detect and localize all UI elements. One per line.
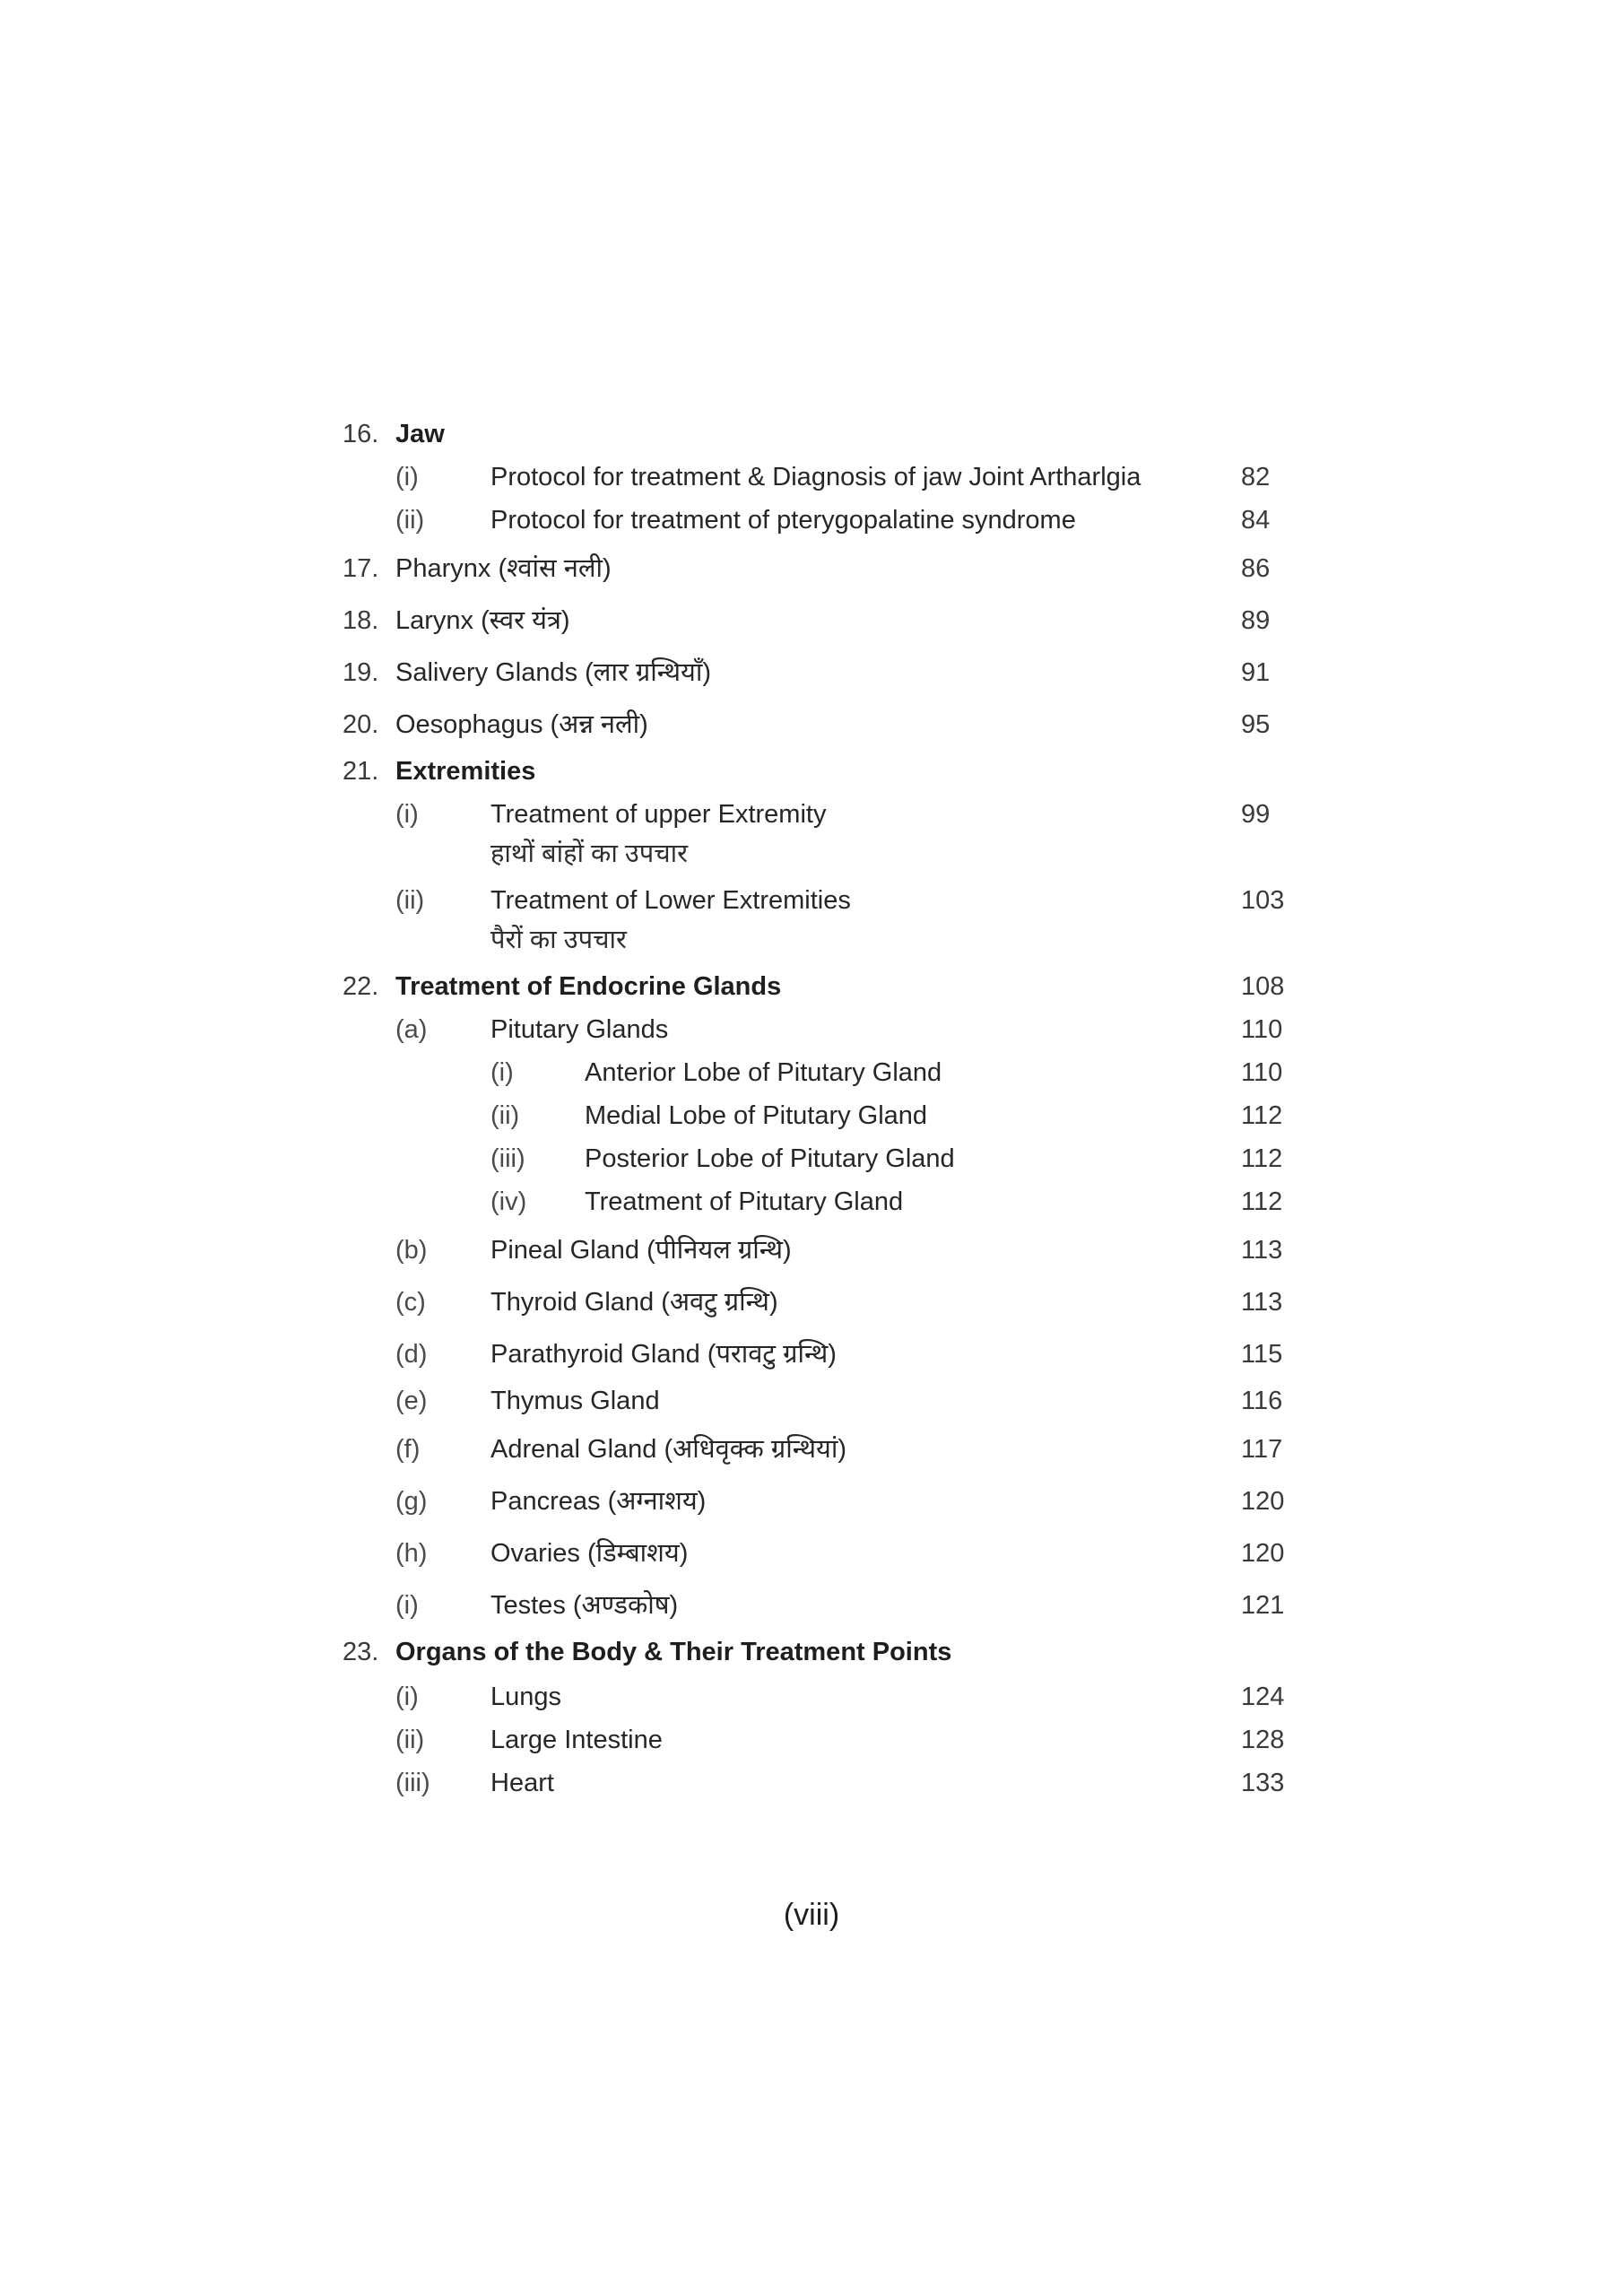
- entry-title: Medial Lobe of Pitutary Gland: [585, 1101, 928, 1130]
- entry-number: (f): [395, 1435, 421, 1464]
- entry-number: 22.: [343, 972, 379, 1001]
- entry-title: Testes (अण्डकोष): [490, 1591, 679, 1620]
- entry-number: 17.: [343, 554, 379, 583]
- entry-title: Oesophagus (अन्न नली): [395, 710, 648, 739]
- toc-entry: [0, 1530, 1623, 1577]
- entry-title: Parathyroid Gland (परावटु ग्रन्थि): [490, 1340, 837, 1369]
- toc-entry: [0, 1092, 1623, 1139]
- toc-entry: [0, 1178, 1623, 1225]
- toc-entry-16: [0, 411, 1623, 457]
- entry-page: 113: [1241, 1288, 1283, 1317]
- entry-number: (ii): [490, 1101, 520, 1130]
- entry-page: 133: [1241, 1769, 1285, 1797]
- entry-number: (iv): [490, 1187, 527, 1216]
- entry-title: Posterior Lobe of Pitutary Gland: [585, 1144, 955, 1173]
- entry-title: Anterior Lobe of Pitutary Gland: [585, 1058, 942, 1087]
- entry-title: Ovaries (डिम्बाशय): [490, 1539, 689, 1568]
- entry-title: Pancreas (अग्नाशय): [490, 1487, 707, 1516]
- entry-title: Treatment of Pitutary Gland: [585, 1187, 904, 1216]
- entry-title: Adrenal Gland (अधिवृक्क ग्रन्थियां): [490, 1435, 847, 1464]
- toc-entry: [0, 1279, 1623, 1326]
- entry-number: (g): [395, 1487, 428, 1516]
- entry-title: Protocol for treatment & Diagnosis of jaw Joint Artharlgia: [490, 463, 1141, 491]
- toc-entry: [0, 1049, 1623, 1096]
- entry-page: 112: [1241, 1144, 1283, 1173]
- entry-page: 86: [1241, 554, 1271, 583]
- entry-number: (c): [395, 1288, 426, 1317]
- entry-page: 128: [1241, 1726, 1285, 1754]
- entry-page: 91: [1241, 658, 1271, 687]
- entry-page: 112: [1241, 1187, 1283, 1216]
- entry-hindi-title: पैरों का उपचार: [490, 926, 627, 954]
- entry-title: Treatment of Endocrine Glands: [395, 972, 782, 1001]
- toc-entry: [0, 1674, 1623, 1720]
- entry-title: Pharynx (श्वांस नली): [395, 554, 612, 583]
- entry-number: 16.: [343, 420, 379, 448]
- entry-page: 89: [1241, 606, 1271, 635]
- entry-title: Large Intestine: [490, 1726, 663, 1754]
- entry-page: 117: [1241, 1435, 1283, 1464]
- entry-page: 95: [1241, 710, 1271, 739]
- toc-entry-subtitle: [0, 917, 1623, 963]
- entry-page: 99: [1241, 800, 1271, 829]
- entry-number: (a): [395, 1015, 428, 1044]
- entry-number: 20.: [343, 710, 379, 739]
- entry-title: Pitutary Glands: [490, 1015, 669, 1044]
- entry-number: (ii): [395, 506, 425, 535]
- entry-number: 21.: [343, 757, 379, 786]
- entry-title: Organs of the Body & Their Treatment Points: [395, 1638, 952, 1666]
- entry-page: 115: [1241, 1340, 1283, 1369]
- entry-title: Salivery Glands (लार ग्रन्थियाँ): [395, 658, 712, 687]
- entry-title: Lungs: [490, 1683, 562, 1711]
- entry-title: Thymus Gland: [490, 1387, 660, 1415]
- entry-number: (i): [490, 1058, 514, 1087]
- toc-entry-22: [0, 963, 1623, 1010]
- entry-number: (i): [395, 1591, 419, 1620]
- toc-entry: [0, 1006, 1623, 1053]
- toc-entry-17: [0, 545, 1623, 592]
- page-number-footer: (viii): [783, 1898, 840, 1932]
- toc-entry: [0, 1227, 1623, 1274]
- toc-entry: [0, 1378, 1623, 1424]
- entry-page: 113: [1241, 1236, 1283, 1265]
- entry-page: 120: [1241, 1487, 1285, 1516]
- entry-number: 18.: [343, 606, 379, 635]
- entry-page: 108: [1241, 972, 1285, 1001]
- entry-number: (e): [395, 1387, 428, 1415]
- entry-number: (d): [395, 1340, 428, 1369]
- toc-entry-subtitle: [0, 831, 1623, 877]
- entry-page: 116: [1241, 1387, 1283, 1415]
- entry-number: (iii): [395, 1769, 430, 1797]
- entry-page: 110: [1241, 1058, 1283, 1087]
- toc-entry: [0, 454, 1623, 500]
- entry-page: 103: [1241, 886, 1285, 915]
- toc-entry-20: [0, 701, 1623, 748]
- entry-title: Pineal Gland (पीनियल ग्रन्थि): [490, 1236, 792, 1265]
- entry-title: Extremities: [395, 757, 536, 786]
- entry-page: 110: [1241, 1015, 1283, 1044]
- entry-title: Heart: [490, 1769, 554, 1797]
- toc-entry-21: [0, 748, 1623, 795]
- toc-entry: [0, 1426, 1623, 1473]
- toc-entry: [0, 1478, 1623, 1525]
- entry-number: 19.: [343, 658, 379, 687]
- toc-entry: [0, 1582, 1623, 1629]
- entry-number: (h): [395, 1539, 428, 1568]
- entry-title: Treatment of upper Extremity: [490, 800, 827, 829]
- toc-entry-19: [0, 649, 1623, 696]
- entry-page: 82: [1241, 463, 1271, 491]
- entry-title: Larynx (स्वर यंत्र): [395, 606, 570, 635]
- entry-page: 120: [1241, 1539, 1285, 1568]
- entry-page: 121: [1241, 1591, 1285, 1620]
- toc-entry-23: [0, 1629, 1623, 1675]
- entry-number: (i): [395, 800, 419, 829]
- entry-page: 112: [1241, 1101, 1283, 1130]
- entry-number: (i): [395, 1683, 419, 1711]
- entry-number: (i): [395, 463, 419, 491]
- toc-entry: [0, 1135, 1623, 1182]
- entry-number: (ii): [395, 1726, 425, 1754]
- toc-entry: [0, 497, 1623, 544]
- entry-number: (ii): [395, 886, 425, 915]
- entry-title: Thyroid Gland (अवटु ग्रन्थि): [490, 1288, 778, 1317]
- entry-number: (b): [395, 1236, 428, 1265]
- entry-page: 84: [1241, 506, 1271, 535]
- entry-title: Treatment of Lower Extremities: [490, 886, 851, 915]
- entry-number: 23.: [343, 1638, 379, 1666]
- toc-entry: [0, 1760, 1623, 1806]
- entry-hindi-title: हाथों बांहों का उपचार: [490, 839, 689, 868]
- toc-entry: [0, 1717, 1623, 1763]
- entry-title: Jaw: [395, 420, 445, 448]
- toc-entry-18: [0, 597, 1623, 644]
- entry-page: 124: [1241, 1683, 1285, 1711]
- entry-number: (iii): [490, 1144, 525, 1173]
- entry-title: Protocol for treatment of pterygopalatine syndrome: [490, 506, 1076, 535]
- toc-entry: [0, 1331, 1623, 1378]
